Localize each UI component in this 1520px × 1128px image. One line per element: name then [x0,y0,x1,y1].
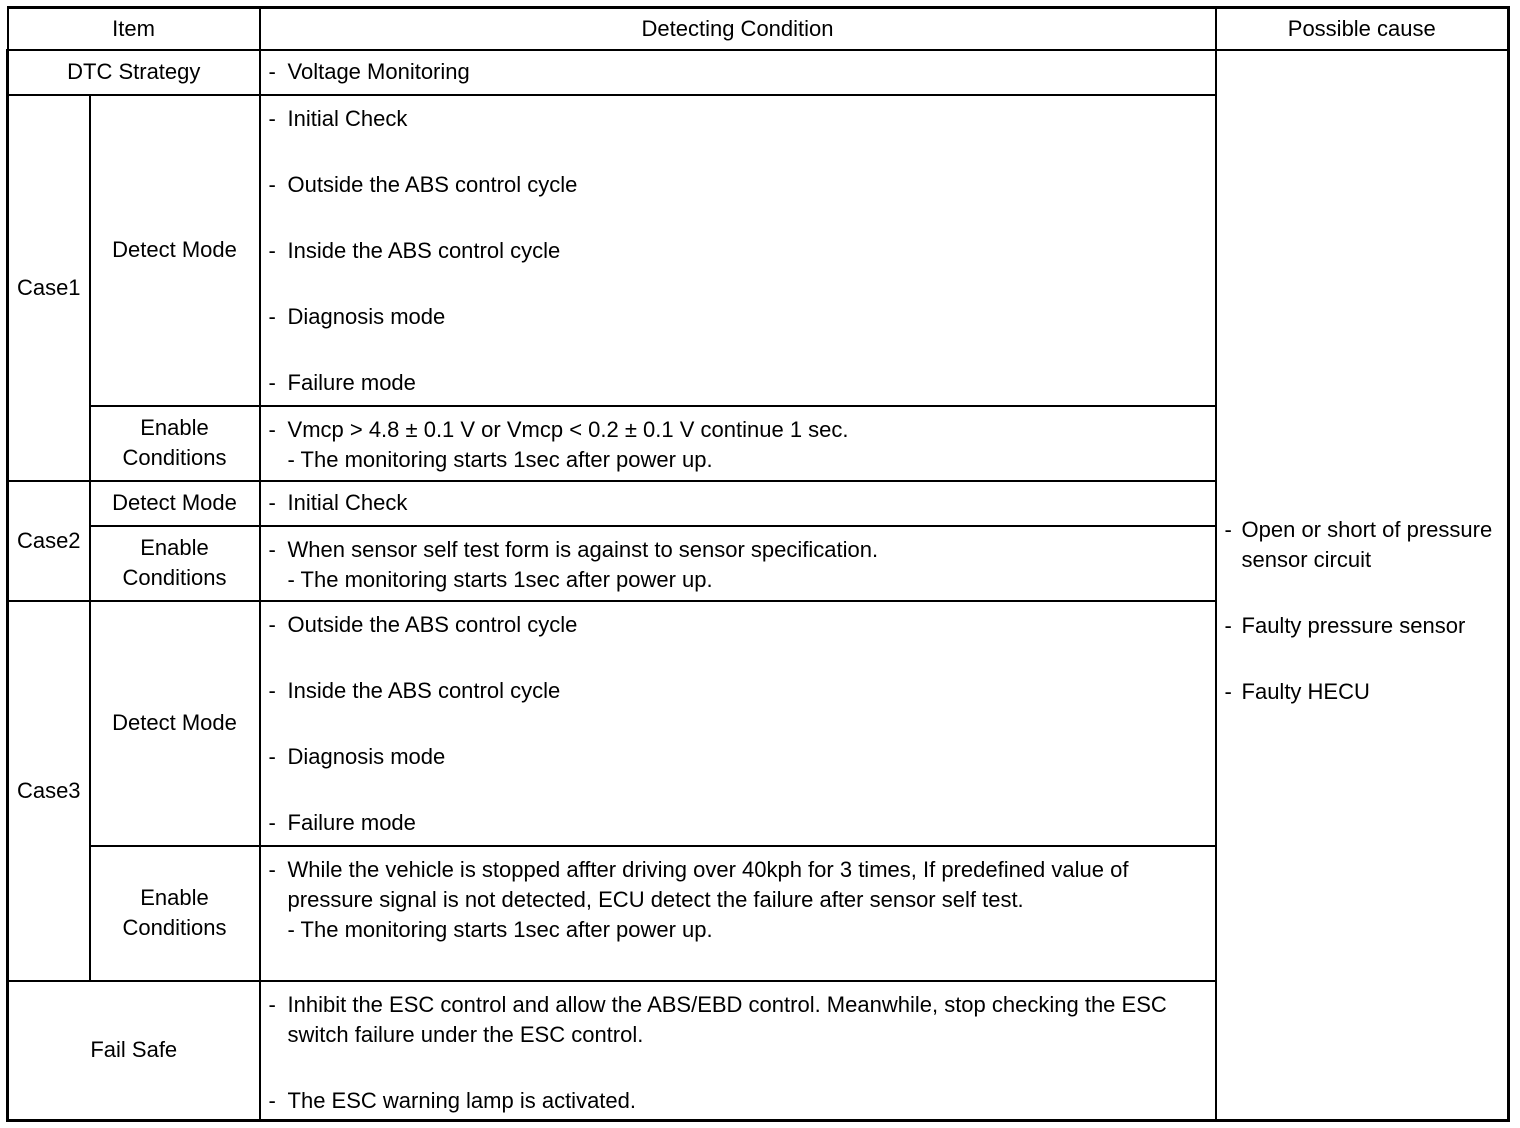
dtc-strategy-value-cell: - Voltage Monitoring [260,50,1216,95]
case1-detect-mode-label: Detect Mode [90,95,260,406]
case2-enable-conditions: - When sensor self test form is against to sensor specification. - The monitoring starts 1sec after power up. [260,526,1216,601]
header-possible-cause: Possible cause [1216,8,1509,50]
case2-enable-main: When sensor self test form is against to sensor specification. [287,536,879,562]
detect-mode-item: - Diagnosis mode [268,743,446,769]
fail-safe-item: - The ESC warning lamp is activated. [268,1087,637,1113]
case3-enable-label: Enable Conditions [90,846,260,981]
detect-mode-item: - Initial Check [268,490,408,515]
possible-cause-item: - Faulty pressure sensor [1224,612,1466,638]
header-item: Item [8,8,260,50]
fail-safe-items [260,981,1216,1121]
case2-detect-mode-label: Detect Mode [90,481,260,526]
detect-mode-item: - Inside the ABS control cycle [268,237,561,263]
case1-enable-sub: - The monitoring starts 1sec after power up. [287,446,713,472]
case3-detect-modes [260,601,1216,846]
fail-safe-item: - Inhibit the ESC control and allow the ABS/EBD control. Meanwhile, stop checking the ESC switch failure under the ESC control. [268,991,1167,1047]
detect-mode-item: - Outside the ABS control cycle [268,611,578,637]
case1-label: Case1 [8,95,90,481]
dtc-strategy-value: Voltage Monitoring [287,59,470,84]
case2-enable-label: Enable Conditions [90,526,260,601]
case1-enable-conditions: - Vmcp > 4.8 ± 0.1 V or Vmcp < 0.2 ± 0.1 V continue 1 sec. - The monitoring starts 1sec after power up. [260,406,1216,481]
detect-mode-item: - Outside the ABS control cycle [268,171,578,197]
case2-label: Case2 [8,481,90,601]
fail-safe-label: Fail Safe [8,981,260,1121]
header-detecting-condition: Detecting Condition [260,8,1216,50]
case1-enable-main: Vmcp > 4.8 ± 0.1 V or Vmcp < 0.2 ± 0.1 V continue 1 sec. [287,416,849,442]
dtc-strategy-label: DTC Strategy [8,50,260,95]
detect-mode-item: - Failure mode [268,369,416,395]
possible-cause-item: - Faulty HECU [1224,678,1370,704]
detect-mode-item: - Inside the ABS control cycle [268,677,561,703]
case3-label: Case3 [8,601,90,981]
case1-detect-modes [260,95,1216,406]
detect-mode-item: - Failure mode [268,809,416,835]
possible-cause-cell [1216,50,1509,1121]
case3-enable-sub: - The monitoring starts 1sec after power up. [287,916,713,942]
case2-enable-sub: - The monitoring starts 1sec after power up. [287,566,713,592]
case1-enable-label: Enable Conditions [90,406,260,481]
case2-detect-modes [260,481,1216,526]
possible-cause-item: - Open or short of pressure sensor circuit [1224,516,1493,572]
dtc-spec-table [6,6,1510,1122]
case3-enable-conditions: - While the vehicle is stopped affter driving over 40kph for 3 times, If predefined value of pressure signal is not detected, ECU detect the failure after sensor self test. - The monitoring starts 1sec after power up. [260,846,1216,981]
case3-detect-mode-label: Detect Mode [90,601,260,846]
case3-enable-main: While the vehicle is stopped affter driving over 40kph for 3 times, If predefined value of pressure signal is not detected, ECU detect the failure after sensor self test. [287,856,1129,912]
detect-mode-item: - Diagnosis mode [268,303,446,329]
detect-mode-item: - Initial Check [268,105,408,131]
